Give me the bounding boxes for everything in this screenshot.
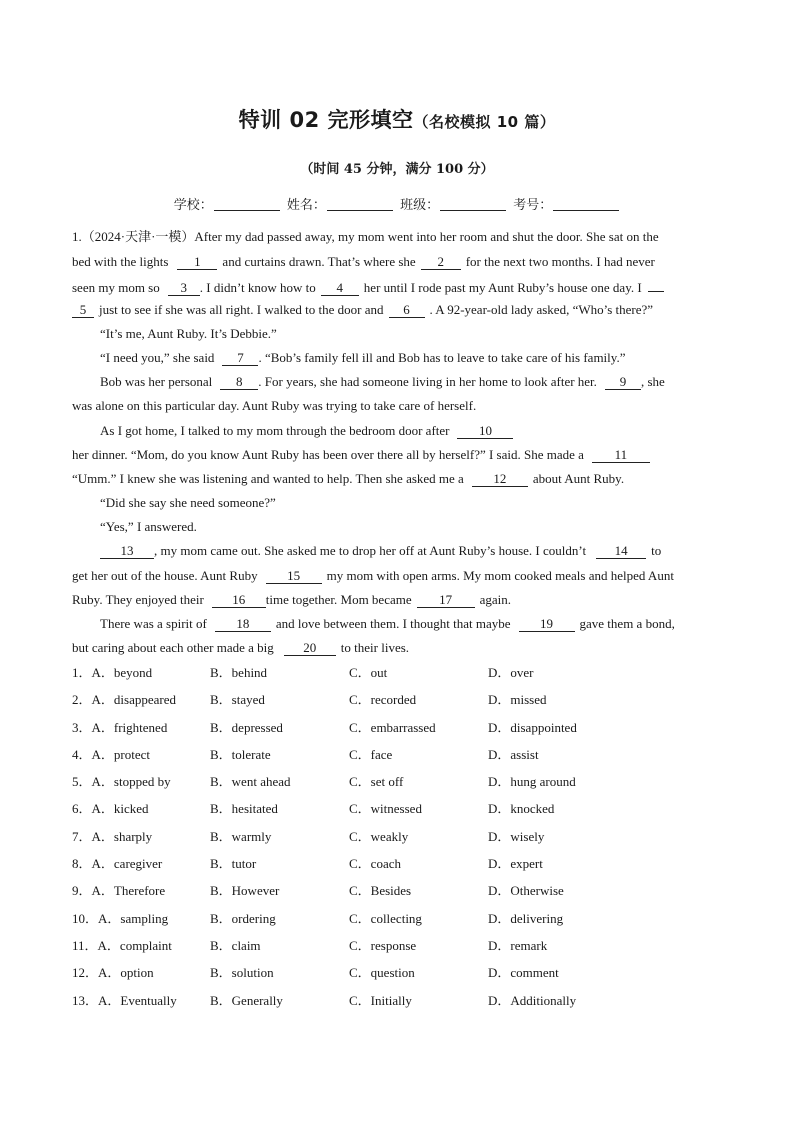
- blank-4[interactable]: 4: [321, 281, 359, 296]
- blank-13[interactable]: 13: [100, 544, 154, 559]
- option-a[interactable]: A．Therefore: [91, 883, 166, 899]
- option-row-6: 6．A．kicked B．hesitated C．witnessed D．knocked: [72, 798, 732, 825]
- exam-number-label: 考号：: [513, 198, 553, 213]
- passage-line: There was a spirit of 18 and love between them. I thought that maybe 19 gave them a bond,: [100, 616, 675, 631]
- blank-15[interactable]: 15: [266, 569, 322, 584]
- option-row-8: 8．A．caregiver B．tutor C．coach D．expert: [72, 853, 732, 880]
- option-d[interactable]: D．delivering: [488, 910, 564, 926]
- option-row-13: 13．A．Eventually B．Generally C．Initially D．Additionally: [72, 990, 732, 1017]
- blank-12[interactable]: 12: [472, 472, 528, 487]
- option-d[interactable]: D．comment: [488, 965, 559, 981]
- answer-options: [72, 662, 732, 1017]
- option-b[interactable]: B．went ahead: [210, 774, 291, 790]
- option-c[interactable]: C．question: [349, 965, 415, 981]
- option-a[interactable]: A．disappeared: [91, 692, 176, 708]
- name-field[interactable]: [327, 198, 393, 211]
- passage-line: 13 , my mom came out. She asked me to drop her off at Aunt Ruby’s house. I couldn’t 14 to: [100, 542, 661, 560]
- option-c[interactable]: C．Besides: [349, 883, 412, 899]
- option-c[interactable]: C．response: [349, 937, 417, 953]
- option-a[interactable]: A．kicked: [91, 801, 149, 817]
- option-d[interactable]: D．knocked: [488, 801, 555, 817]
- passage-line: Ruby. They enjoyed their 16 time together. Mom became 17 again.: [72, 592, 512, 607]
- option-row-3: 3．A．frightened B．depressed C．embarrassed D．disappointed: [72, 717, 732, 744]
- option-b[interactable]: B．tutor: [210, 856, 257, 872]
- option-b[interactable]: B．Generally: [210, 992, 283, 1008]
- option-d[interactable]: D．expert: [488, 856, 543, 872]
- blank-9[interactable]: 9: [605, 375, 641, 390]
- passage-line: “Umm.” I knew she was listening and wanted to help. Then she asked me a 12 about Aunt Ruby.: [72, 471, 625, 486]
- option-d[interactable]: D．disappointed: [488, 719, 577, 735]
- blank-1[interactable]: 1: [177, 255, 217, 270]
- passage-line: her dinner. “Mom, do you know Aunt Ruby has been over there all by herself?” I said. She made a 11: [72, 446, 655, 464]
- option-row-4: 4．A．protect B．tolerate C．face D．assist: [72, 744, 732, 771]
- class-label: 班级：: [400, 198, 440, 213]
- option-b[interactable]: B．hesitated: [210, 801, 278, 817]
- option-d[interactable]: D．assist: [488, 746, 539, 762]
- student-info-row: [0, 194, 794, 213]
- passage-line: was alone on this particular day. Aunt Ruby was trying to take care of herself.: [72, 398, 477, 413]
- passage-line: get her out of the house. Aunt Ruby 15 my mom with open arms. My mom cooked meals and helped Aunt: [72, 568, 674, 583]
- school-label: 学校：: [173, 198, 213, 213]
- title-sub: （名校模拟 10 篇）: [413, 113, 556, 131]
- blank-16[interactable]: 16: [212, 593, 266, 608]
- option-a[interactable]: A．option: [98, 965, 154, 981]
- option-a[interactable]: A．complaint: [97, 937, 172, 953]
- passage-line: Bob was her personal 8 . For years, she had someone living in her home to look after her. 9 , she: [100, 374, 665, 389]
- option-d[interactable]: D．Additionally: [488, 992, 577, 1008]
- option-a[interactable]: A．sharply: [91, 828, 153, 844]
- option-c[interactable]: C．witnessed: [349, 801, 422, 817]
- blank-8[interactable]: 8: [220, 375, 258, 390]
- option-b[interactable]: B．tolerate: [210, 746, 271, 762]
- option-a[interactable]: A．Eventually: [98, 992, 177, 1008]
- blank-5-start[interactable]: [648, 277, 664, 292]
- blank-6[interactable]: 6: [389, 303, 425, 318]
- option-d[interactable]: D．over: [488, 665, 534, 680]
- passage-line: “I need you,” she said 7 . “Bob’s family fell ill and Bob has to leave to take care of his family.”: [100, 350, 626, 365]
- class-field[interactable]: [440, 198, 506, 211]
- passage-line: “Did she say she need someone?”: [100, 495, 276, 510]
- option-b[interactable]: B．stayed: [210, 692, 265, 708]
- option-c[interactable]: C．set off: [349, 774, 404, 790]
- blank-5[interactable]: 5: [72, 303, 94, 318]
- option-b[interactable]: B．However: [210, 883, 280, 899]
- option-b[interactable]: B．claim: [210, 937, 261, 953]
- blank-19[interactable]: 19: [519, 617, 575, 632]
- blank-7[interactable]: 7: [222, 351, 258, 366]
- option-d[interactable]: D．wisely: [488, 828, 545, 844]
- option-a[interactable]: A．sampling: [98, 910, 169, 926]
- option-a[interactable]: A．frightened: [91, 719, 168, 735]
- option-c[interactable]: C．Initially: [349, 992, 412, 1008]
- option-row-11: 11．A．complaint B．claim C．response D．remark: [72, 935, 732, 962]
- option-a[interactable]: A．beyond: [91, 665, 153, 680]
- option-row-1: 1．A．beyond B．behind C．out D．over: [72, 662, 732, 689]
- option-row-5: 5．A．stopped by B．went ahead C．set off D．hung around: [72, 771, 732, 798]
- option-d[interactable]: D．missed: [488, 692, 547, 708]
- passage-line: As I got home, I talked to my mom through the bedroom door after 10: [100, 422, 518, 440]
- option-row-10: 10．A．sampling B．ordering C．collecting D．delivering: [72, 908, 732, 935]
- option-row-2: 2．A．disappeared B．stayed C．recorded D．missed: [72, 689, 732, 716]
- blank-18[interactable]: 18: [215, 617, 271, 632]
- option-b[interactable]: B．solution: [210, 965, 274, 981]
- option-d[interactable]: D．Otherwise: [488, 883, 564, 899]
- passage-line: 1.（2024·天津·一模）After my dad passed away, my mom went into her room and shut the door. She sat on the: [72, 229, 659, 244]
- option-a[interactable]: A．stopped by: [91, 774, 171, 790]
- blank-11[interactable]: 11: [592, 448, 650, 463]
- option-b[interactable]: B．depressed: [210, 719, 283, 735]
- blank-10[interactable]: 10: [457, 424, 513, 439]
- exam-number-field[interactable]: [553, 198, 619, 211]
- title-main: 特训 02 完形填空: [238, 108, 414, 132]
- option-c[interactable]: C．weakly: [349, 828, 409, 844]
- page-title: [0, 104, 794, 134]
- name-label: 姓名：: [286, 198, 326, 213]
- time-note: （时间 45 分钟，满分 100 分）: [300, 162, 494, 177]
- option-c[interactable]: C．recorded: [349, 692, 417, 708]
- blank-2[interactable]: 2: [421, 255, 461, 270]
- option-d[interactable]: D．remark: [488, 937, 548, 953]
- option-c[interactable]: C．coach: [349, 856, 401, 872]
- passage-line: bed with the lights 1 and curtains drawn. That’s where she 2 for the next two months. I had never: [72, 254, 655, 269]
- option-c[interactable]: C．out: [349, 665, 388, 680]
- blank-3[interactable]: 3: [168, 281, 200, 296]
- blank-20[interactable]: 20: [284, 641, 336, 656]
- option-c[interactable]: C．face: [349, 746, 393, 762]
- passage-line: seen my mom so 3 . I didn’t know how to 4 her until I rode past my Aunt Ruby’s house one day. I: [72, 277, 669, 295]
- option-a[interactable]: A．protect: [91, 746, 150, 762]
- blank-14[interactable]: 14: [596, 544, 646, 559]
- option-c[interactable]: C．collecting: [349, 910, 422, 926]
- option-row-12: 12．A．option B．solution C．question D．comment: [72, 962, 732, 989]
- option-b[interactable]: B．behind: [210, 665, 268, 680]
- passage-line: “Yes,” I answered.: [100, 519, 197, 534]
- blank-17[interactable]: 17: [417, 593, 475, 608]
- option-a[interactable]: A．caregiver: [91, 856, 163, 872]
- option-b[interactable]: B．ordering: [210, 910, 276, 926]
- option-b[interactable]: B．warmly: [210, 828, 272, 844]
- passage-line: “It’s me, Aunt Ruby. It’s Debbie.”: [100, 326, 277, 341]
- passage-line: 5 just to see if she was all right. I walked to the door and 6 . A 92-year-old lady asked, “Who’s there?”: [72, 301, 653, 319]
- option-c[interactable]: C．embarrassed: [349, 719, 436, 735]
- option-row-7: 7．A．sharply B．warmly C．weakly D．wisely: [72, 826, 732, 853]
- school-field[interactable]: [214, 198, 280, 211]
- passage-line: but caring about each other made a big 20 to their lives.: [72, 640, 410, 655]
- option-d[interactable]: D．hung around: [488, 774, 576, 790]
- option-row-9: 9．A．Therefore B．However C．Besides D．Otherwise: [72, 880, 732, 907]
